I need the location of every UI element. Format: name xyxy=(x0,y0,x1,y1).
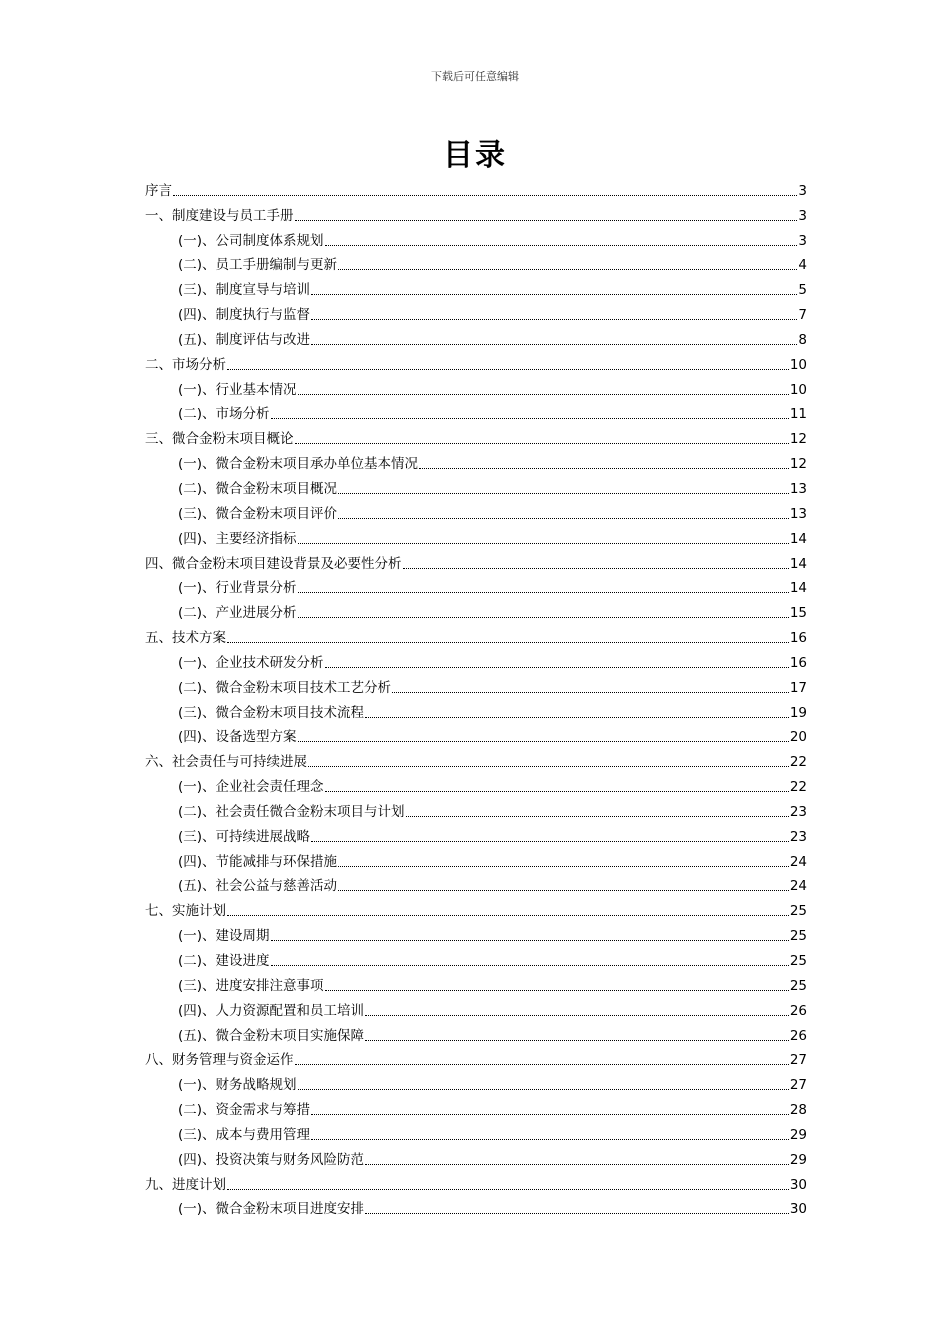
toc-page-number: 13 xyxy=(789,505,807,522)
toc-entry-label: 五、技术方案 xyxy=(145,630,226,647)
toc-entry-label: (四)、制度执行与监督 xyxy=(178,307,311,324)
toc-entry-label: (四)、主要经济指标 xyxy=(178,530,297,547)
toc-entry-label: (三)、成本与费用管理 xyxy=(178,1126,311,1143)
toc-dot-leader xyxy=(338,890,789,891)
toc-subentry[interactable] xyxy=(145,647,807,672)
toc-page-number: 4 xyxy=(798,257,807,274)
toc-entry-label: (二)、微合金粉末项目技术工艺分析 xyxy=(178,679,392,696)
toc-dot-leader xyxy=(227,369,789,370)
toc-entry-label: (二)、产业进展分析 xyxy=(178,605,297,622)
toc-dot-leader xyxy=(403,568,789,569)
toc-dot-leader xyxy=(298,592,789,593)
toc-entry-label: 序言 xyxy=(145,182,172,199)
toc-page-number: 5 xyxy=(798,282,807,299)
toc-entry-label: (一)、建设周期 xyxy=(178,928,270,945)
toc-dot-leader xyxy=(419,468,789,469)
toc-subentry[interactable] xyxy=(145,473,807,498)
toc-dot-leader xyxy=(298,543,789,544)
toc-entry-label: (三)、制度宣导与培训 xyxy=(178,282,311,299)
toc-entry-label: 一、制度建设与员工手册 xyxy=(145,207,294,224)
toc-page-number: 8 xyxy=(798,331,807,348)
toc-page-number: 26 xyxy=(789,1027,807,1044)
toc-dot-leader xyxy=(325,245,798,246)
toc-entry-label: (五)、社会公益与慈善活动 xyxy=(178,878,338,895)
toc-page-number: 15 xyxy=(789,605,807,622)
toc-subentry[interactable] xyxy=(145,1194,807,1219)
toc-dot-leader xyxy=(271,418,789,419)
toc-subentry[interactable] xyxy=(145,597,807,622)
toc-entry[interactable] xyxy=(145,1169,807,1194)
toc-dot-leader xyxy=(365,1015,789,1016)
toc-subentry[interactable] xyxy=(145,846,807,871)
toc-page-number: 16 xyxy=(789,654,807,671)
toc-entry-label: (一)、企业技术研发分析 xyxy=(178,654,324,671)
header-note: 下载后可任意编辑 xyxy=(431,70,519,83)
toc-dot-leader xyxy=(227,642,789,643)
toc-subentry[interactable] xyxy=(145,920,807,945)
toc-dot-leader xyxy=(271,940,789,941)
toc-dot-leader xyxy=(365,717,789,718)
toc-entry-label: 二、市场分析 xyxy=(145,356,226,373)
toc-subentry[interactable] xyxy=(145,722,807,747)
toc-page-number: 24 xyxy=(789,878,807,895)
toc-subentry[interactable] xyxy=(145,1094,807,1119)
toc-entry[interactable] xyxy=(145,423,807,448)
toc-page-number: 12 xyxy=(789,456,807,473)
toc-dot-leader xyxy=(325,791,789,792)
toc-page-number: 25 xyxy=(789,903,807,920)
toc-subentry[interactable] xyxy=(145,573,807,598)
toc-page-number: 23 xyxy=(789,828,807,845)
toc-page-number: 27 xyxy=(789,1052,807,1069)
toc-entry-label: (二)、员工手册编制与更新 xyxy=(178,257,338,274)
toc-entry[interactable] xyxy=(145,1045,807,1070)
toc-page-number: 30 xyxy=(789,1176,807,1193)
toc-page-number: 14 xyxy=(789,555,807,572)
toc-entry-label: (一)、行业基本情况 xyxy=(178,381,297,398)
toc-page-number: 19 xyxy=(789,704,807,721)
toc-entry-label: (二)、市场分析 xyxy=(178,406,270,423)
toc-dot-leader xyxy=(173,195,797,196)
toc-page-number: 26 xyxy=(789,1002,807,1019)
toc-entry-label: (二)、社会责任微合金粉末项目与计划 xyxy=(178,803,405,820)
toc-entry-label: (三)、微合金粉末项目技术流程 xyxy=(178,704,365,721)
toc-page-number: 16 xyxy=(789,630,807,647)
toc-page-number: 30 xyxy=(789,1201,807,1218)
toc-page-number: 3 xyxy=(798,232,807,249)
toc-dot-leader xyxy=(227,1189,789,1190)
toc-subentry[interactable] xyxy=(145,374,807,399)
toc-entry-label: 八、财务管理与资金运作 xyxy=(145,1052,294,1069)
toc-dot-leader xyxy=(338,493,789,494)
toc-page-number: 10 xyxy=(789,381,807,398)
page-title: 目录 xyxy=(443,138,507,173)
toc-dot-leader xyxy=(325,990,789,991)
toc-subentry[interactable] xyxy=(145,672,807,697)
toc-subentry[interactable] xyxy=(145,1020,807,1045)
toc-page-number: 14 xyxy=(789,580,807,597)
toc-entry-label: (二)、建设进度 xyxy=(178,953,270,969)
toc-dot-leader xyxy=(298,741,789,742)
toc-dot-leader xyxy=(311,1139,789,1140)
toc-page-number: 25 xyxy=(789,977,807,994)
toc-dot-leader xyxy=(338,866,789,867)
toc-entry[interactable] xyxy=(145,175,807,200)
toc-entry-label: (一)、财务战略规划 xyxy=(178,1077,297,1094)
toc-page-number: 13 xyxy=(789,480,807,497)
toc-subentry[interactable] xyxy=(145,821,807,846)
toc-dot-leader xyxy=(311,841,789,842)
toc-dot-leader xyxy=(325,667,789,668)
toc-entry[interactable] xyxy=(145,548,807,573)
toc-entry-label: (一)、公司制度体系规划 xyxy=(178,232,324,249)
toc-entry-label: (二)、微合金粉末项目概况 xyxy=(178,480,338,497)
toc-entry-label: 九、进度计划 xyxy=(145,1176,226,1193)
toc-entry-label: (四)、设备选型方案 xyxy=(178,729,297,746)
toc-subentry[interactable] xyxy=(145,299,807,324)
toc-subentry[interactable] xyxy=(145,250,807,275)
toc-entry[interactable] xyxy=(145,200,807,225)
toc-dot-leader xyxy=(392,692,789,693)
toc-subentry[interactable] xyxy=(145,324,807,349)
toc-entry[interactable] xyxy=(145,895,807,920)
toc-subentry[interactable] xyxy=(145,1069,807,1094)
toc-entry-label: (四)、人力资源配置和员工培训 xyxy=(178,1002,365,1019)
toc-subentry[interactable] xyxy=(145,995,807,1020)
toc-subentry[interactable] xyxy=(145,399,807,424)
toc-dot-leader xyxy=(298,617,789,618)
toc-subentry[interactable] xyxy=(145,697,807,722)
toc-page-number: 20 xyxy=(789,729,807,746)
toc-dot-leader xyxy=(311,1114,789,1115)
toc-page-number: 12 xyxy=(789,431,807,448)
toc-dot-leader xyxy=(311,319,797,320)
toc-page-number: 27 xyxy=(789,1077,807,1094)
toc-page-number: 3 xyxy=(798,207,807,224)
toc-entry-label: (一)、企业社会责任理念 xyxy=(178,779,324,796)
toc-entry[interactable] xyxy=(145,349,807,374)
toc-page-number: 24 xyxy=(789,853,807,870)
toc-entry-label: (一)、微合金粉末项目承办单位基本情况 xyxy=(178,456,419,473)
toc-page-number: 11 xyxy=(789,406,807,423)
toc-dot-leader xyxy=(295,443,789,444)
toc-entry-label: (二)、资金需求与筹措 xyxy=(178,1102,311,1119)
toc-dot-leader xyxy=(365,1164,789,1165)
table-of-contents xyxy=(145,175,807,1218)
toc-subentry[interactable] xyxy=(145,448,807,473)
toc-dot-leader xyxy=(338,518,789,519)
toc-entry-label: 六、社会责任与可持续进展 xyxy=(145,754,307,771)
toc-dot-leader xyxy=(365,1213,789,1214)
toc-page-number: 25 xyxy=(789,928,807,945)
toc-page-number: 7 xyxy=(798,307,807,324)
toc-subentry[interactable] xyxy=(145,771,807,796)
toc-dot-leader xyxy=(271,965,789,966)
toc-entry-label: (三)、微合金粉末项目评价 xyxy=(178,505,338,522)
toc-entry-label: (三)、进度安排注意事项 xyxy=(178,977,324,994)
toc-subentry[interactable] xyxy=(145,796,807,821)
toc-entry-label: (四)、节能减排与环保措施 xyxy=(178,853,338,870)
toc-page-number: 29 xyxy=(789,1126,807,1143)
toc-subentry[interactable] xyxy=(145,1119,807,1144)
toc-page-number: 17 xyxy=(789,679,807,696)
toc-subentry[interactable] xyxy=(145,274,807,299)
toc-entry-label: 七、实施计划 xyxy=(145,903,226,920)
toc-subentry[interactable] xyxy=(145,945,807,970)
toc-dot-leader xyxy=(311,294,797,295)
toc-dot-leader xyxy=(338,269,797,270)
toc-subentry[interactable] xyxy=(145,1144,807,1169)
toc-entry-label: 四、微合金粉末项目建设背景及必要性分析 xyxy=(145,555,402,572)
toc-subentry[interactable] xyxy=(145,498,807,523)
toc-page-number: 14 xyxy=(789,530,807,547)
toc-page-number: 3 xyxy=(798,182,807,199)
toc-subentry[interactable] xyxy=(145,970,807,995)
toc-dot-leader xyxy=(298,1089,789,1090)
toc-entry-label: (五)、制度评估与改进 xyxy=(178,331,311,348)
toc-page-number: 22 xyxy=(789,779,807,796)
toc-entry-label: (一)、微合金粉末项目进度安排 xyxy=(178,1201,365,1218)
toc-dot-leader xyxy=(406,816,789,817)
toc-entry-label: (三)、可持续进展战略 xyxy=(178,828,311,845)
toc-entry-label: 三、微合金粉末项目概论 xyxy=(145,431,294,448)
toc-dot-leader xyxy=(365,1040,789,1041)
toc-page-number: 29 xyxy=(789,1151,807,1168)
toc-entry-label: (四)、投资决策与财务风险防范 xyxy=(178,1151,365,1168)
toc-page-number: 25 xyxy=(789,953,807,969)
toc-page-number: 28 xyxy=(789,1102,807,1119)
toc-dot-leader xyxy=(295,220,798,221)
toc-subentry[interactable] xyxy=(145,225,807,250)
toc-entry-label: (五)、微合金粉末项目实施保障 xyxy=(178,1027,365,1044)
toc-subentry[interactable] xyxy=(145,871,807,896)
toc-dot-leader xyxy=(227,915,789,916)
toc-dot-leader xyxy=(298,394,789,395)
toc-page-number: 22 xyxy=(789,754,807,771)
toc-dot-leader xyxy=(311,344,797,345)
toc-subentry[interactable] xyxy=(145,523,807,548)
toc-page-number: 23 xyxy=(789,803,807,820)
toc-entry[interactable] xyxy=(145,746,807,771)
toc-entry[interactable] xyxy=(145,622,807,647)
toc-entry-label: (一)、行业背景分析 xyxy=(178,580,297,597)
toc-dot-leader xyxy=(295,1064,789,1065)
toc-dot-leader xyxy=(308,766,789,767)
toc-page-number: 10 xyxy=(789,356,807,373)
